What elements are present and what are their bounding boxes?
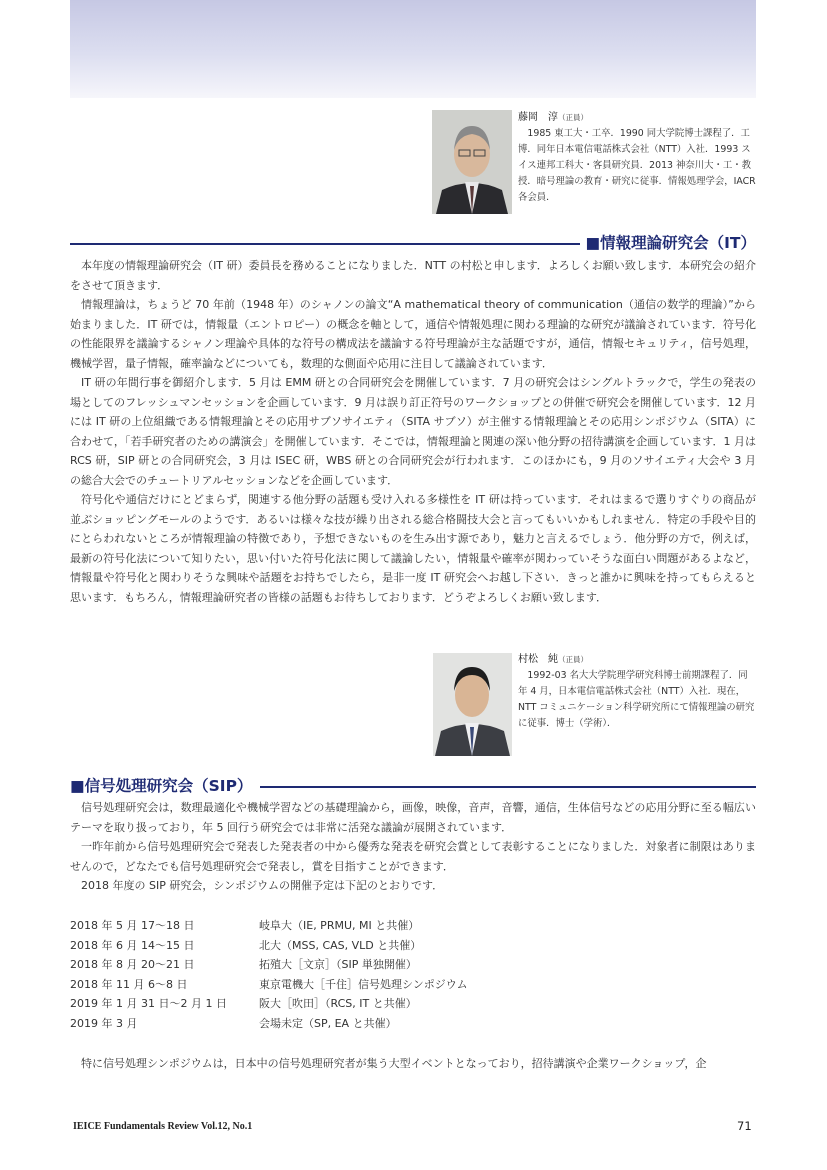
schedule-event: 拓殖大［文京］（SIP 単独開催）: [259, 958, 417, 971]
schedule-event: 北大（MSS, CAS, VLD と共催）: [259, 938, 422, 952]
profile-bio-fujioka: [518, 110, 756, 206]
schedule-date: 2018 年 8 月 20～21 日: [70, 958, 195, 971]
paragraph: 信号処理研究会は，数理最適化や機械学習などの基礎理論から，画像，映像，音声，音響，通信，生体信号などの応用分野に至る幅広いテーマを取り扱っており，年 5 回行う研究会では非常に活発な議論が展開されています．: [70, 801, 756, 834]
footer-journal: IEICE Fundamentals Review Vol.12, No.1: [73, 1121, 253, 1132]
profile-name: 藤岡 淳: [518, 112, 558, 123]
section-title-sip: ■信号処理研究会（SIP）: [70, 777, 253, 795]
schedule-row: [70, 975, 756, 995]
paragraph: 符号化や通信だけにとどまらず，関連する他分野の話題も受け入れる多様性を IT 研は持っています．それはまるで選りすぐりの商品が並ぶショッピングモールのようです．あるいは様々な技が繰り出される総合格闘技大会と言ってもいいかもしれません．特定の手段や目的にとらわれないところが情報理論の特徴であり，予想できないものを生み出す源であり，魅力と言えるでしょう．他分野の方で，例えば，最新の符号化法について知りたい，思い付いた符号化法に関して議論したい，情報量や確率が関わっていそうな面白い問題があるよなど，情報量や符号化と関わりそうな興味や話題をお持ちでしたら，是非一度 IT 研究会へお越し下さい．きっと誰かに興味を持ってもらえると思います．もちろん，情報理論研究者の皆様の話題もお待ちしております．どうぞよろしくお願い致します．: [70, 493, 756, 604]
schedule-row: [70, 936, 756, 956]
section-heading-sip: [70, 775, 756, 797]
schedule-date: 2018 年 6 月 14～15 日: [70, 938, 195, 952]
schedule-row: [70, 1014, 756, 1034]
paragraph: 特に信号処理シンポジウムは，日本中の信号処理研究者が集う大型イベントとなっており，招待講演や企業ワークショップ，企: [81, 1057, 707, 1070]
profile-role: （正員）: [558, 655, 588, 664]
profile-bio-muramatsu: [518, 652, 756, 732]
paragraph: 一昨年前から信号処理研究会で発表した発表者の中から優秀な発表を研究会賞として表彰することになりました．対象者に制限はありませんので，どなたでも信号処理研究会で発表し，賞を目指すことができます．: [70, 840, 756, 873]
paragraph: IT 研の年間行事を御紹介します．5 月は EMM 研との合同研究会を開催しています．7 月の研究会はシングルトラックで，学生の発表の場としてのフレッシュマンセッションを企画しています．9 月は誤り訂正符号のワークショップとの併催で研究会を開催しています．12 月には IT 研の上位組織である情報理論とその応用サブソサイエティ（SITA サブソ）が主催する情報理論とその応用シンポジウム（SITA）に合わせて，「若手研究者のための講演会」を開催しています．そこでは，情報理論と関連の深い他分野の招待講演を企画しています．1 月は RCS 研，SIP 研との合同研究会，3 月は ISEC 研，WBS 研との合同研究会が行われます．このほかにも，9 月のソサイエティ大会や 3 月の総合大会でのチュートリアルセッションなどを企画しています．: [70, 376, 756, 487]
schedule-event: 阪大［吹田］（RCS, IT と共催）: [259, 997, 417, 1010]
profile-bio-text: 1992-03 名大大学院理学研究科博士前期課程了．同年 4 月，日本電信電話株式会社（NTT）入社．現在，NTT コミュニケーション科学研究所にて情報理論の研究に従事．博士（学術）．: [518, 670, 755, 729]
schedule-date: 2018 年 11 月 6～8 日: [70, 977, 188, 991]
schedule-date: 2019 年 3 月: [70, 1016, 138, 1030]
schedule-row: [70, 955, 756, 975]
profile-photo-fujioka: [432, 110, 512, 214]
schedule-row: [70, 994, 756, 1014]
schedule-date: 2019 年 1 月 31 日～2 月 1 日: [70, 997, 227, 1010]
page-number: 71: [737, 1119, 752, 1133]
profile-bio-text: 1985 東工大・工卒．1990 同大学院博士課程了．工博．同年日本電信電話株式会社（NTT）入社．1993 スイス連邦工科大・客員研究員．2013 神奈川大・工・教授．暗号理論の教育・研究に従事．情報処理学会，IACR 各会員．: [518, 128, 756, 203]
header-band: [70, 0, 756, 98]
section-body-sip: [70, 798, 756, 896]
schedule-row: [70, 916, 756, 936]
profile-role: （正員）: [558, 113, 588, 122]
profile-name: 村松 純: [518, 654, 558, 665]
paragraph: 情報理論は，ちょうど 70 年前（1948 年）のシャノンの論文“A mathematical theory of communication（通信の数学的理論）”から始まりました．IT 研では，情報量（エントロピー）の概念を軸として，通信や情報処理に関わる理論的な研究が議論されています．符号化の性能限界を議論するシャノン理論や具体的な符号の構成法を議論する符号理論が主な話題ですが，通信，情報セキュリティ，信号処理，機械学習，量子情報，確率論などについても，数理的な側面や応用に注目して議論されています．: [70, 298, 756, 370]
section-body-it: [70, 256, 756, 607]
section-closing-sip: [70, 1054, 756, 1074]
heading-rule: [260, 786, 756, 788]
profile-photo-muramatsu: [433, 653, 512, 756]
schedule-event: 岐阜大（IE, PRMU, MI と共催）: [259, 919, 420, 932]
paragraph: 2018 年度の SIP 研究会，シンポジウムの開催予定は下記のとおりです．: [81, 879, 444, 892]
paragraph: 本年度の情報理論研究会（IT 研）委員長を務めることになりました．NTT の村松と申します．よろしくお願い致します．本研究会の紹介をさせて頂きます．: [70, 259, 756, 292]
section-heading-it: [70, 232, 756, 254]
section-title-it: ■情報理論研究会（IT）: [585, 234, 756, 252]
schedule-list: [70, 916, 756, 1033]
heading-rule: [70, 243, 580, 245]
schedule-date: 2018 年 5 月 17～18 日: [70, 919, 195, 932]
schedule-event: 会場未定（SP, EA と共催）: [259, 1016, 397, 1030]
schedule-event: 東京電機大［千住］信号処理シンポジウム: [259, 977, 468, 991]
